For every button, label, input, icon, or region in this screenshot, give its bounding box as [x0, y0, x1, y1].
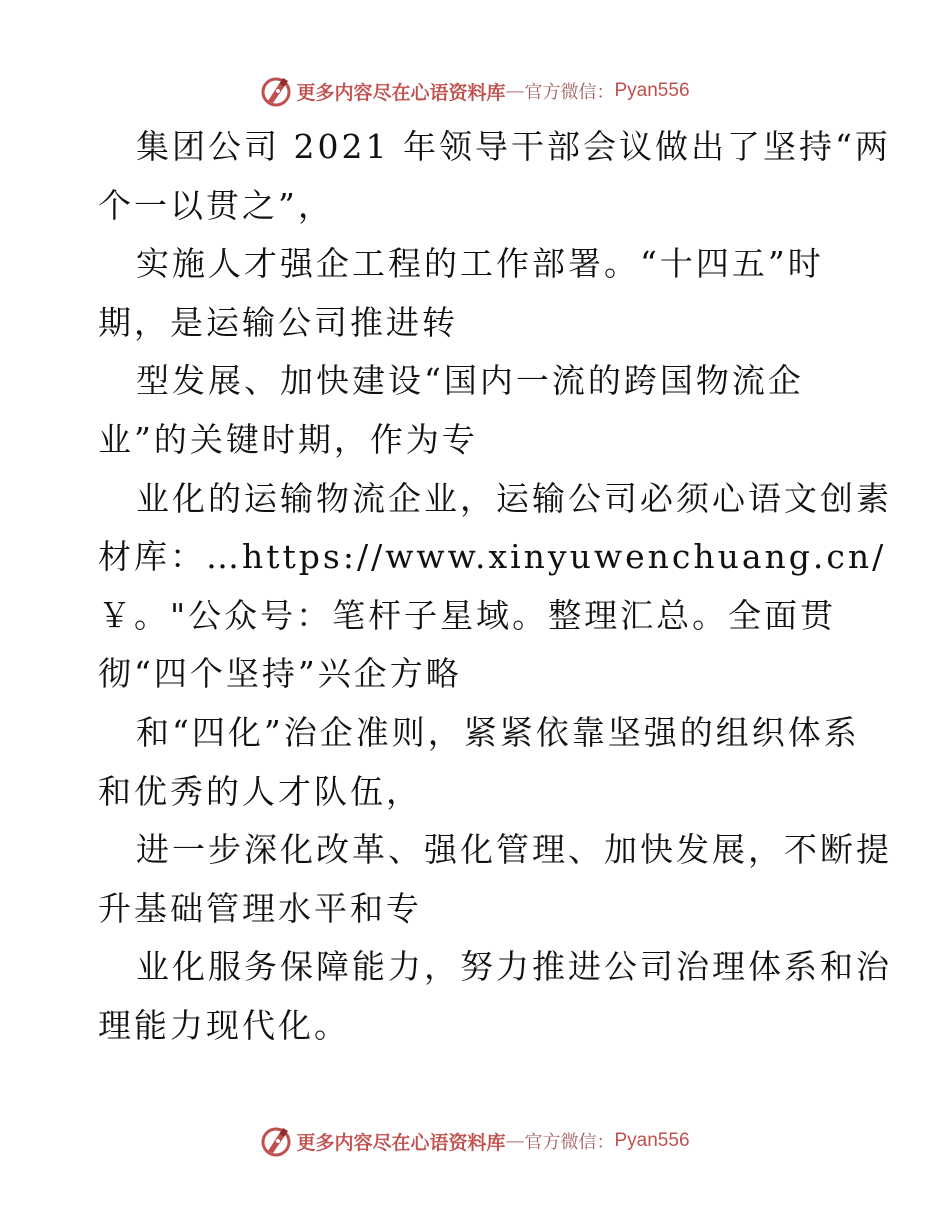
- header-banner: [0, 74, 950, 108]
- banner-separator: —: [505, 80, 525, 102]
- paragraph-line: 业化的运输物流企业，运输公司必须心语文创素: [136, 478, 892, 518]
- paragraph-line: 个一以贯之”，: [98, 185, 334, 225]
- footer-banner: [0, 1124, 950, 1158]
- pen-nib-logo-icon: [260, 74, 294, 108]
- paragraph-line: 业”的关键时期，作为专: [98, 419, 478, 459]
- banner-text: 更多内容尽在心语资料库: [296, 1131, 506, 1154]
- banner-wechat-id: Pyan556: [614, 80, 690, 101]
- paragraph-line: 材库：…https://www.xinyuwenchuang.cn/: [98, 537, 887, 577]
- paragraph-line: 升基础管理水平和专: [98, 888, 422, 928]
- banner-wechat-label: 官方微信：: [524, 82, 615, 103]
- paragraph-line: 期，是运输公司推进转: [98, 302, 458, 342]
- paragraph-line: 进一步深化改革、强化管理、加快发展，不断提: [136, 830, 892, 870]
- paragraph-line: 集团公司 2021 年领导干部会议做出了坚持“两: [136, 127, 891, 166]
- paragraph-line: 型发展、加快建设“国内一流的跨国物流企: [136, 361, 804, 401]
- paragraph-line: 实施人才强企工程的工作部署。“十四五”时: [136, 244, 824, 284]
- paragraph-line: 理能力现代化。: [98, 1005, 350, 1045]
- paragraph-line: ￥。"公众号：笔杆子星域。整理汇总。全面贯: [98, 595, 837, 635]
- pen-nib-logo-icon: [260, 1124, 294, 1158]
- paragraph-line: 彻“四个坚持”兴企方略: [98, 654, 462, 694]
- banner-wechat-label: 官方微信：: [524, 1132, 615, 1153]
- paragraph-line: 和优秀的人才队伍，: [98, 771, 422, 811]
- banner-text: 更多内容尽在心语资料库: [296, 81, 506, 104]
- paragraph-line: 业化服务保障能力，努力推进公司治理体系和治: [136, 947, 892, 987]
- document-body: [98, 118, 892, 1056]
- paragraph-line: 和“四化”治企准则，紧紧依靠坚强的组织体系: [136, 712, 860, 752]
- banner-wechat-id: Pyan556: [614, 1130, 690, 1151]
- banner-separator: —: [505, 1130, 525, 1152]
